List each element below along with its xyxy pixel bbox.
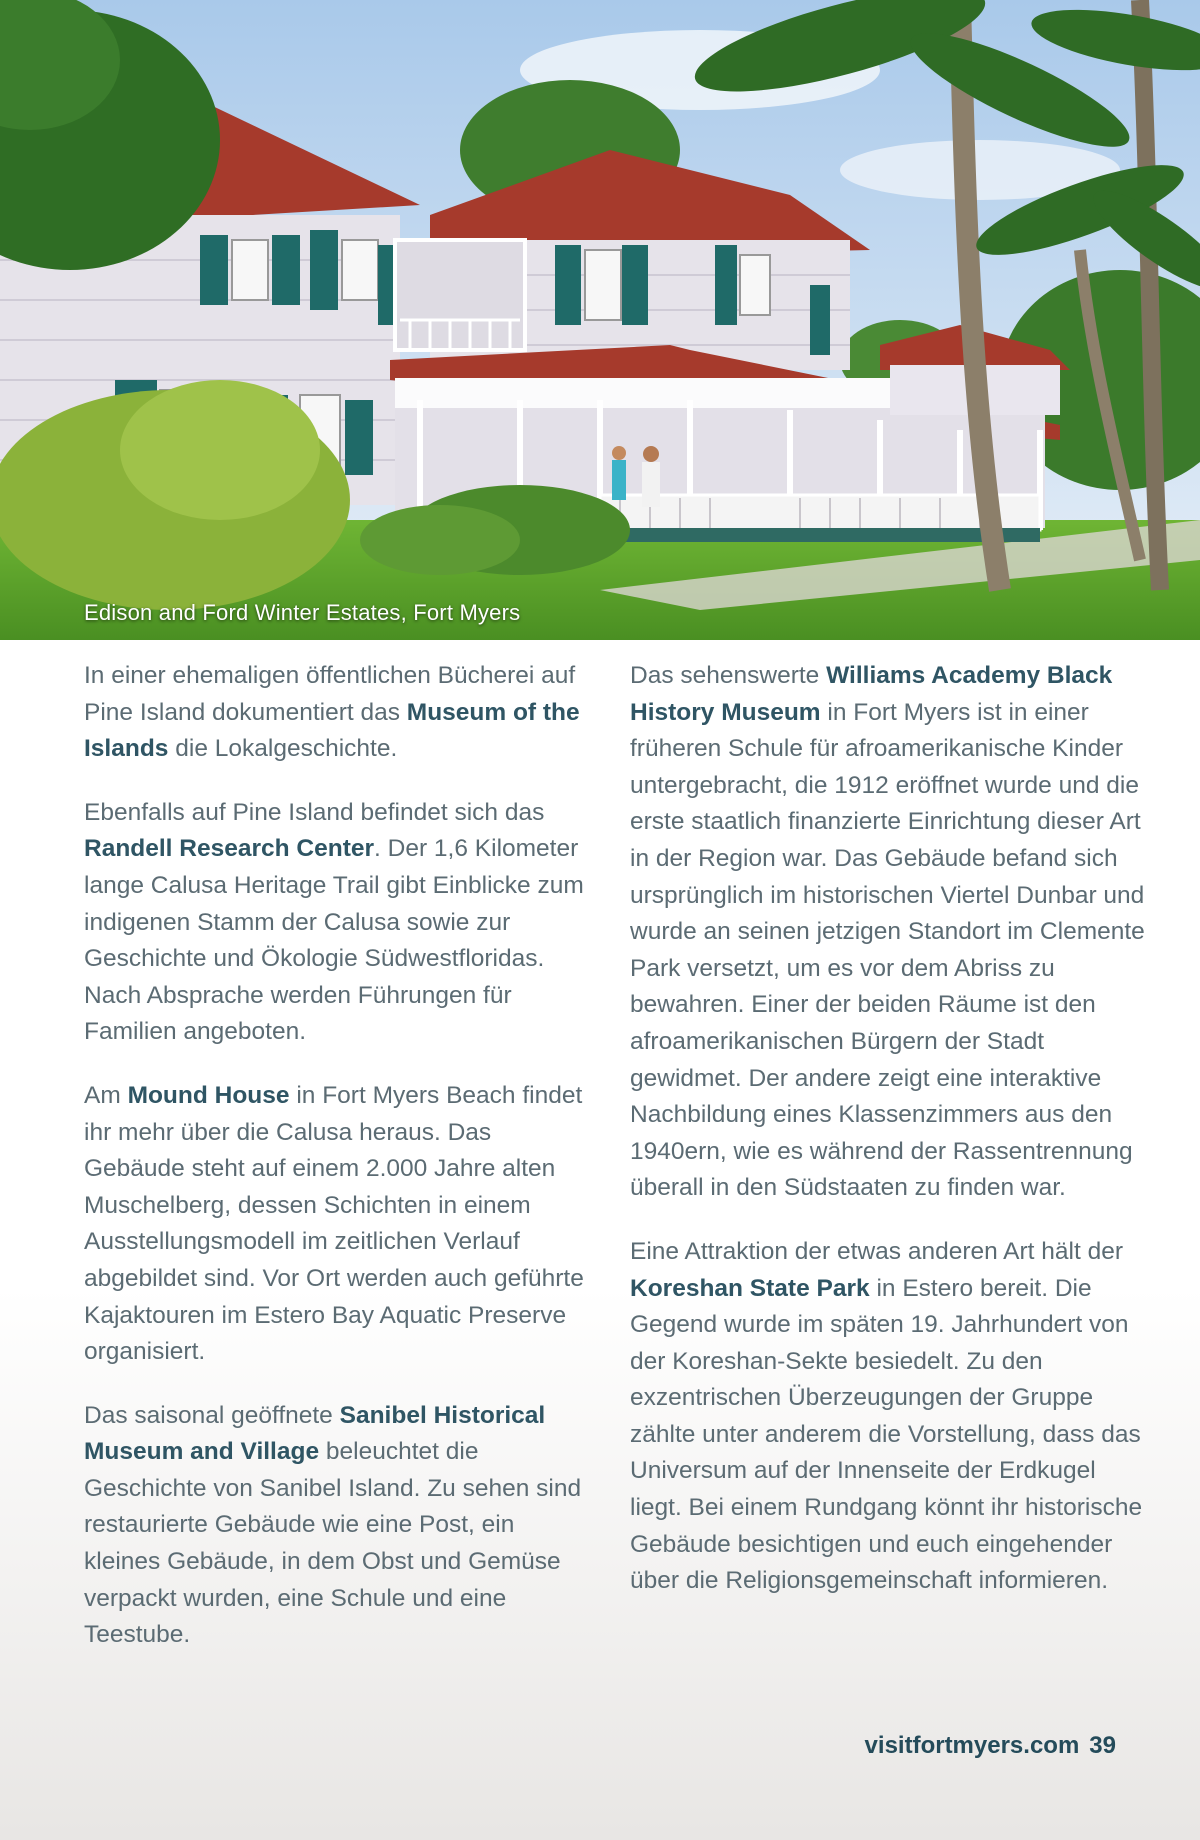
paragraph-museum-of-the-islands [84, 658, 584, 768]
text-run: Das sehenswerte [630, 662, 827, 689]
hero-photo [0, 0, 1200, 640]
text-run: beleuchtet die Geschichte von Sanibel Island. Zu sehen sind restaurierte Gebäude wie eine Post, ein kleines Gebäude, in dem Obst und Gemüse verpackt wurden, eine Schule und eine Teestube. [84, 1438, 582, 1649]
venue-name: Randell Research Center [84, 835, 375, 863]
website-link[interactable]: visitfortmyers.com [864, 1732, 1080, 1759]
venue-name: Mound House [127, 1081, 290, 1109]
text-run: Das saisonal geöffnete [84, 1401, 340, 1429]
text-run: in Estero bereit. Die Gegend wurde im späten 19. Jahrhundert von der Koreshan-Sekte besiedelt. Zu den exzentrischen Überzeugungen der Gruppe zählte unter anderem die Vorstellung, dass das Universum auf der Innenseite der Erdkugel liegt. Bei einem Rundgang könnt ihr historische Gebäude besichtigen und euch eingehender über die Religionsgemeinschaft informieren. [630, 1274, 1143, 1595]
text-run: In einer ehemaligen öffentlichen Bücherei auf Pine Island dokumentiert das [84, 662, 576, 726]
venue-name: Sanibel Historical Museum and Village [84, 1401, 546, 1466]
text-run: Am [84, 1081, 128, 1109]
paragraph-koreshan-state-park [630, 1234, 1150, 1600]
text-run: die Lokalgeschichte. [168, 735, 398, 763]
text-run: . Der 1,6 Kilometer lange Calusa Heritage Trail gibt Einblicke zum indigenen Stamm der Calusa sowie zur Geschichte und Ökologie Südwestfloridas. Nach Absprache werden Führungen für Familien angeboten. [84, 835, 584, 1046]
right-column [630, 658, 1150, 1627]
venue-name: Williams Academy Black History Museum [630, 662, 1113, 726]
paragraph-mound-house [84, 1078, 584, 1371]
text-run: Eine Attraktion der etwas anderen Art hält der [630, 1237, 1124, 1265]
photo-caption: Edison and Ford Winter Estates, Fort Myers [84, 600, 521, 625]
page-number: 39 [1089, 1732, 1116, 1759]
estate-illustration [0, 0, 1200, 640]
paragraph-sanibel-historical-museum [84, 1398, 584, 1654]
paragraph-williams-academy [630, 658, 1150, 1207]
text-run: in Fort Myers Beach findet ihr mehr über die Calusa heraus. Das Gebäude steht auf einem 2.000 Jahre alten Muschelberg, dessen Schichten in einem Ausstellungsmodell im zeitlichen Verlauf abgebildet sind. Vor Ort werden auch geführte Kajaktouren im Estero Bay Aquatic Preserve organisiert. [84, 1081, 584, 1366]
venue-name: Museum of the Islands [84, 698, 580, 763]
page-footer [865, 1732, 1116, 1760]
left-column [84, 658, 584, 1681]
paragraph-randell-research-center [84, 795, 584, 1051]
text-run: Ebenfalls auf Pine Island befindet sich das [84, 798, 545, 826]
text-run: in Fort Myers ist in einer früheren Schule für afroamerikanische Kinder untergebracht, die 1912 eröffnet wurde und die erste staatlich finanzierte Einrichtung dieser Art in der Region war. Das Gebäude befand sich ursprünglich im historischen Viertel Dunbar und wurde an seinen jetzigen Standort im Clemente Park versetzt, um es vor dem Abriss zu bewahren. Einer der beiden Räume ist den afroamerikanischen Bürgern der Stadt gewidmet. Der andere zeigt eine interaktive Nachbildung eines Klassenzimmers aus den 1940ern, wie es während der Rassentrennung überall in den Südstaaten zu finden war. [630, 698, 1145, 1202]
venue-name: Koreshan State Park [630, 1274, 870, 1302]
